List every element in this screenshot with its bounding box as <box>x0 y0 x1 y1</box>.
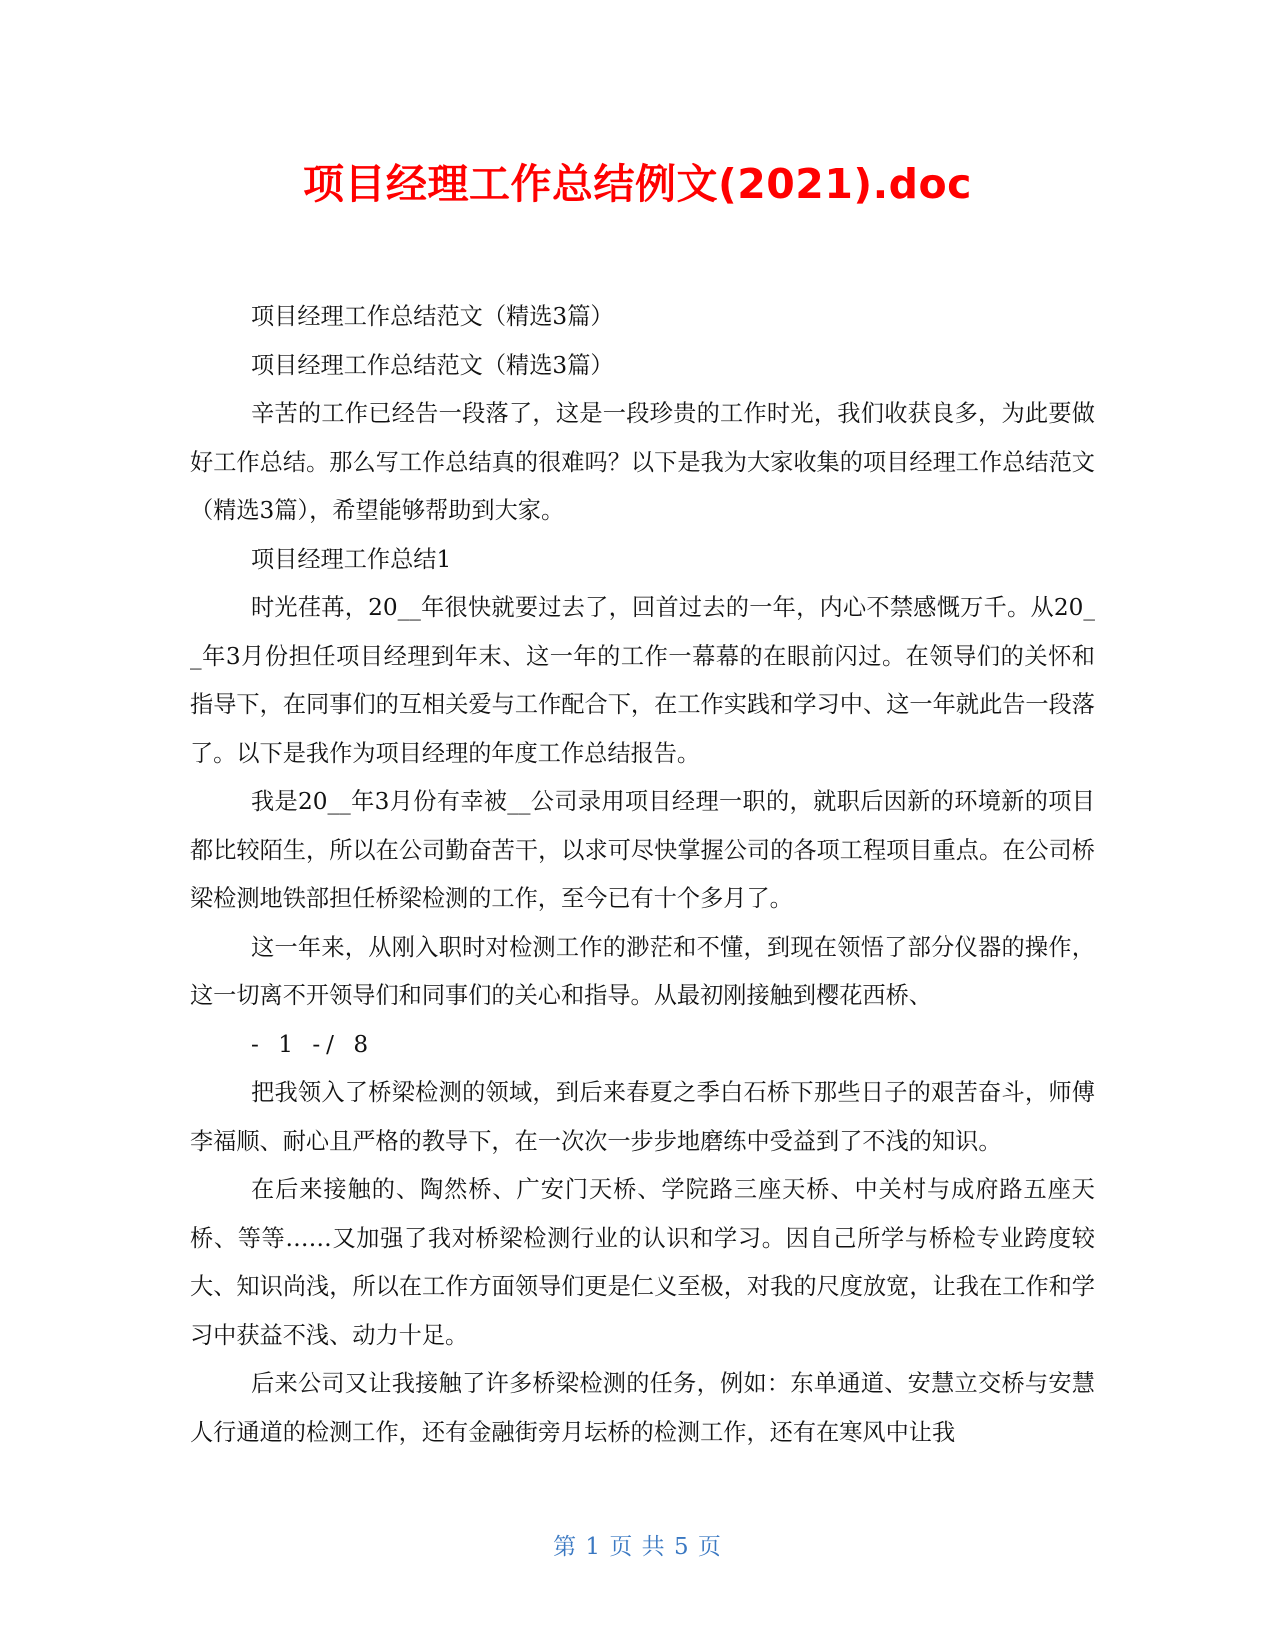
document-title: 项目经理工作总结例文(2021).doc <box>303 160 972 208</box>
paragraph-body: 我是20__年3月份有幸被__公司录用项目经理一职的，就职后因新的环境新的项目都比较陌生，所以在公司勤奋苦干，以求可尽快掌握公司的各项工程项目重点。在公司桥梁检测地铁部担任桥梁检测的工作，至今已有十个多月了。 <box>190 788 1095 912</box>
paragraph-body: 在后来接触的、陶然桥、广安门天桥、学院路三座天桥、中关村与成府路五座天桥、等等……又加强了我对桥梁检测行业的认识和学习。因自己所学与桥检专业跨度较大、知识尚浅，所以在工作方面领导们更是仁义至极，对我的尺度放宽，让我在工作和学习中获益不浅、动力十足。 <box>190 1176 1095 1349</box>
inline-page-marker: - 1 -/ 8 <box>251 1030 375 1058</box>
paragraph-intro: 辛苦的工作已经告一段落了，这是一段珍贵的工作时光，我们收获良多，为此要做好工作总结。那么写工作总结真的很难吗？以下是我为大家收集的项目经理工作总结范文（精选3篇），希望能够帮助到大家。 <box>190 400 1095 524</box>
document-body <box>190 293 1095 1457</box>
paragraph-body: 把我领入了桥梁检测的领域，到后来春夏之季白石桥下那些日子的艰苦奋斗，师傅李福顺、耐心且严格的教导下，在一次次一步步地磨练中受益到了不浅的知识。 <box>190 1079 1095 1155</box>
paragraph-subtitle-2: 项目经理工作总结范文（精选3篇） <box>251 351 614 379</box>
paragraph-subtitle-1: 项目经理工作总结范文（精选3篇） <box>251 303 614 330</box>
page-footer: 第 1 页 共 5 页 <box>553 1534 722 1560</box>
paragraph-body: 这一年来，从刚入职时对检测工作的渺茫和不懂，到现在领悟了部分仪器的操作，这一切离不开领导们和同事们的关心和指导。从最初刚接触到樱花西桥、 <box>190 933 1095 1009</box>
section-heading-1: 项目经理工作总结1 <box>251 545 452 573</box>
paragraph-body: 后来公司又让我接触了许多桥梁检测的任务，例如：东单通道、安慧立交桥与安慧人行通道的检测工作，还有金融街旁月坛桥的检测工作，还有在寒风中让我 <box>190 1370 1095 1446</box>
paragraph-body: 时光荏苒，20__年很快就要过去了，回首过去的一年，内心不禁感慨万千。从20__年3月份担任项目经理到年末、这一年的工作一幕幕的在眼前闪过。在领导们的关怀和指导下，在同事们的互相关爱与工作配合下，在工作实践和学习中、这一年就此告一段落了。以下是我作为项目经理的年度工作总结报告。 <box>190 594 1095 767</box>
